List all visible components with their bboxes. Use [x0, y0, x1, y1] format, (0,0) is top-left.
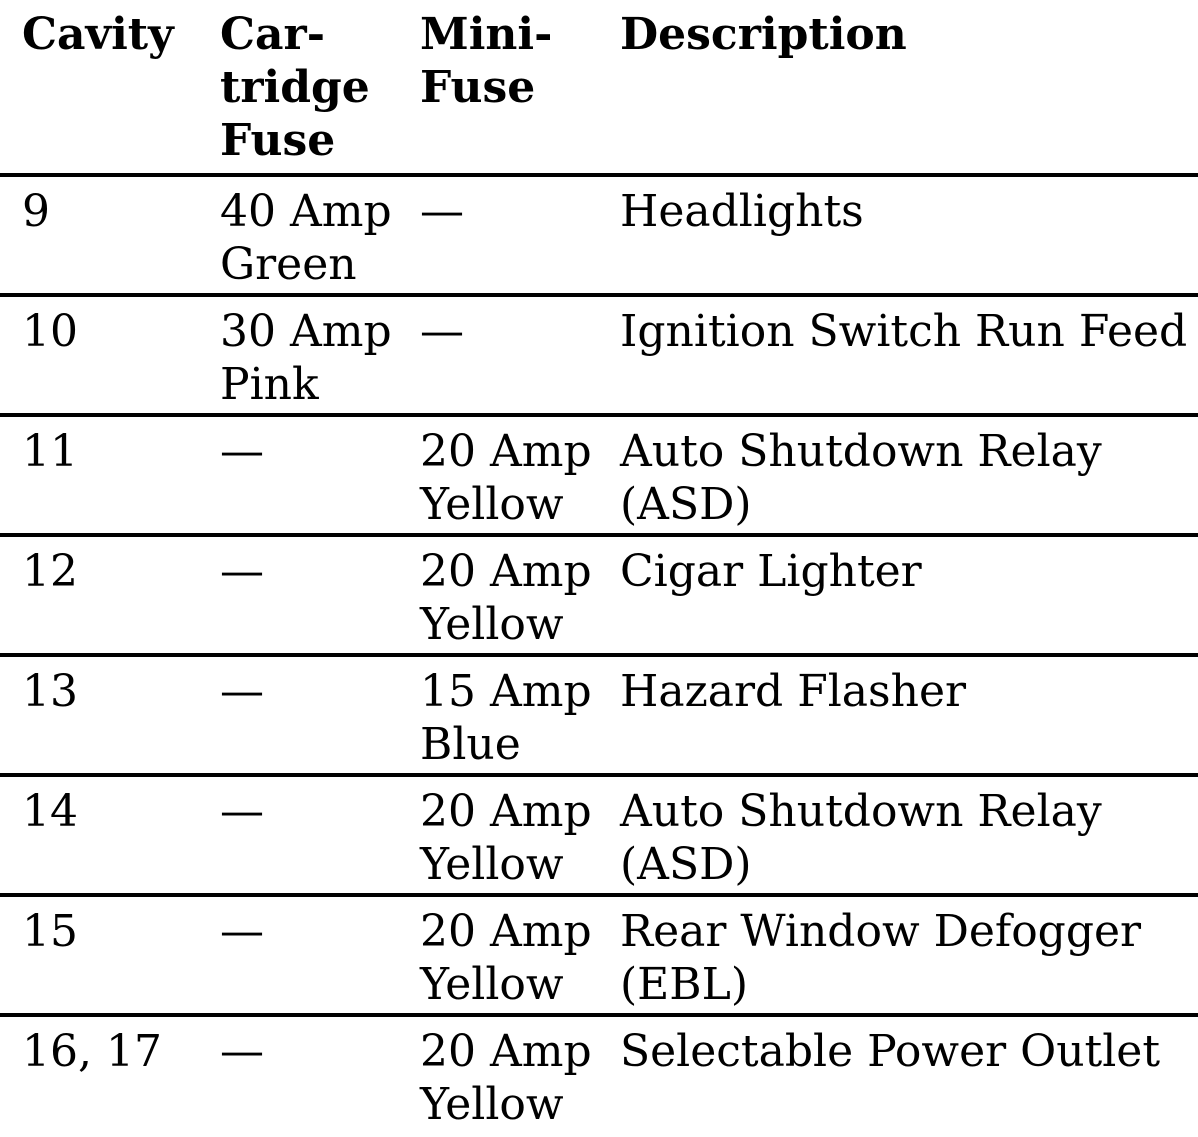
- cartridge-fuse-cell: —: [198, 535, 398, 655]
- table-row: [0, 295, 1198, 415]
- table-row: [0, 1015, 1198, 1133]
- cavity-cell: 11: [0, 415, 198, 535]
- cavity-cell: 13: [0, 655, 198, 775]
- description-cell: Rear Window Defogger (EBL): [598, 895, 1198, 1015]
- description-cell: Selectable Power Outlet: [620, 1026, 1161, 1077]
- cavity-cell: 12: [0, 535, 198, 655]
- description-cell: Auto Shutdown Relay (ASD): [598, 415, 1198, 535]
- mini-fuse-cell: 20 Amp Yellow: [398, 415, 598, 535]
- header-row: [0, 0, 1198, 175]
- cavity-cell: 10: [0, 295, 198, 415]
- description-cell: Auto Shutdown Relay (ASD): [598, 775, 1198, 895]
- cavity-cell: 14: [0, 775, 198, 895]
- description-cell: Hazard Flasher: [598, 655, 1198, 775]
- cartridge-fuse-cell: —: [198, 775, 398, 895]
- description-cell: Cigar Lighter: [598, 535, 1198, 655]
- mini-fuse-cell: —: [398, 175, 598, 295]
- description-cell: Headlights: [598, 175, 1198, 295]
- cavity-cell: 16, 17: [22, 1026, 162, 1077]
- cartridge-fuse-cell: 30 Amp Pink: [198, 295, 398, 415]
- mini-fuse-cell: 20 Amp Yellow: [420, 1026, 592, 1130]
- column-header-description: Description: [598, 0, 1198, 175]
- table-row: [0, 895, 1198, 1015]
- mini-fuse-cell: 15 Amp Blue: [398, 655, 598, 775]
- column-header-cartridge-fuse: Car- tridge Fuse: [198, 0, 398, 175]
- cartridge-fuse-cell: —: [198, 655, 398, 775]
- description-cell: Ignition Switch Run Feed: [598, 295, 1198, 415]
- column-header-cavity: Cavity: [0, 0, 198, 175]
- table-row: [0, 535, 1198, 655]
- column-header-mini-fuse: Mini- Fuse: [398, 0, 598, 175]
- table-header: [0, 0, 1198, 175]
- cartridge-fuse-cell: 40 Amp Green: [198, 175, 398, 295]
- cartridge-fuse-cell: —: [220, 1026, 264, 1077]
- cavity-cell: 15: [0, 895, 198, 1015]
- table-row: [0, 775, 1198, 895]
- mini-fuse-cell: 20 Amp Yellow: [398, 895, 598, 1015]
- table-body: [0, 175, 1198, 1133]
- mini-fuse-cell: 20 Amp Yellow: [398, 775, 598, 895]
- mini-fuse-cell: 20 Amp Yellow: [398, 535, 598, 655]
- table-row: [0, 655, 1198, 775]
- mini-fuse-cell: —: [398, 295, 598, 415]
- cavity-cell: 9: [0, 175, 198, 295]
- table-row: [0, 415, 1198, 535]
- cartridge-fuse-cell: —: [198, 895, 398, 1015]
- table-row: [0, 175, 1198, 295]
- cartridge-fuse-cell: —: [198, 415, 398, 535]
